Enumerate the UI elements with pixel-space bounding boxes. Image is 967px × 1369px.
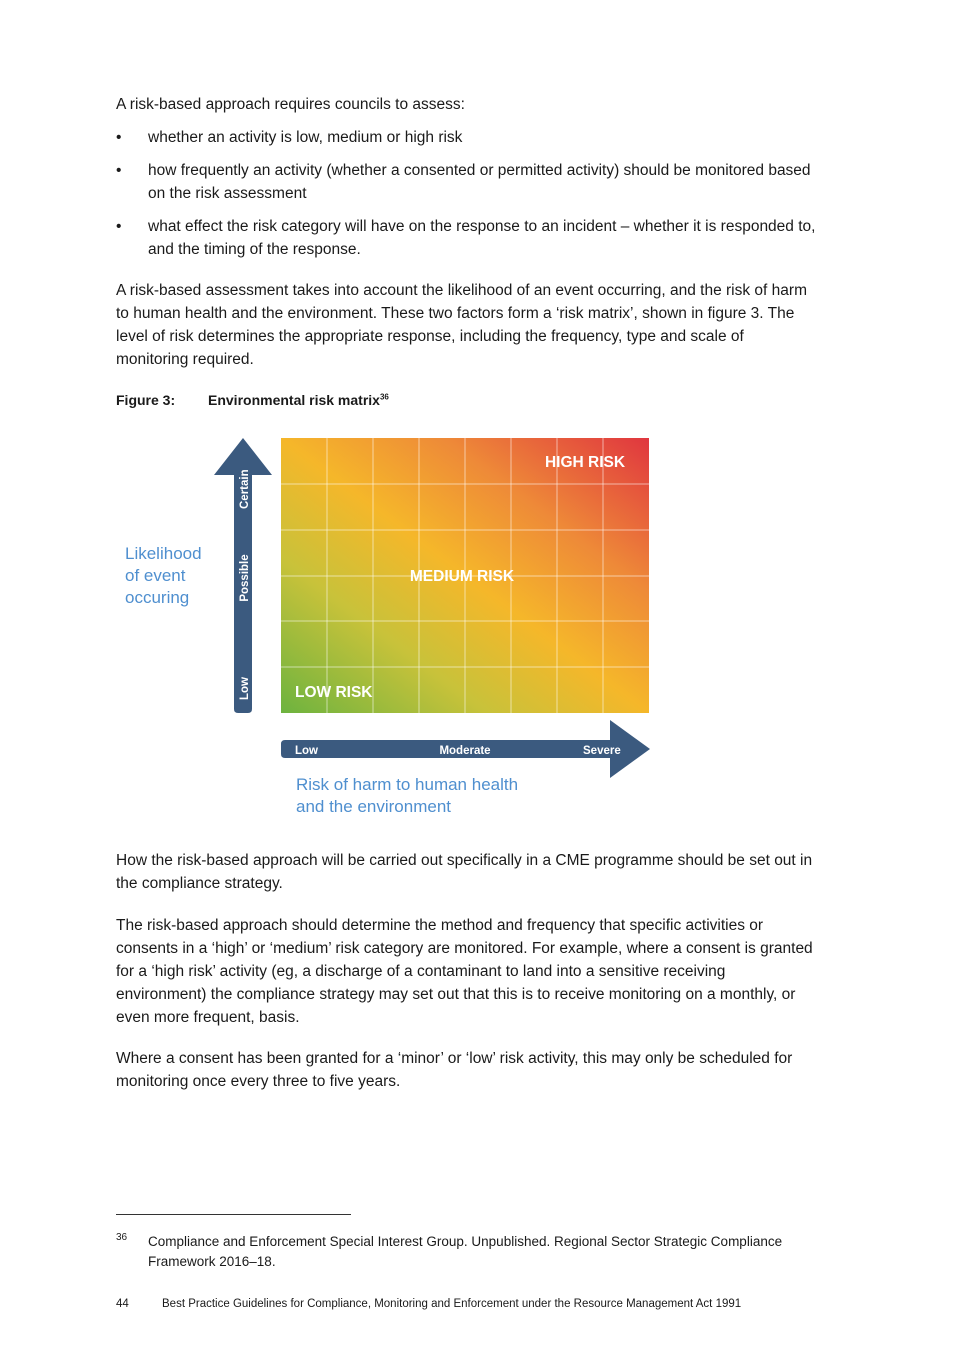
list-item: • whether an activity is low, medium or high risk	[116, 126, 816, 149]
x-axis-title-line-1: Risk of harm to human health	[296, 775, 519, 794]
low-risk-paragraph: Where a consent has been granted for a ‘minor’ or ‘low’ risk activity, this may only be scheduled for monitoring once every three to five years.	[116, 1050, 793, 1090]
x-tick-severe: Severe	[583, 745, 621, 757]
publication-title: Best Practice Guidelines for Compliance, Monitoring and Enforcement under the Resource Management Act 1991	[162, 1298, 742, 1310]
approach-paragraph: How the risk-based approach will be carried out specifically in a CME programme should be set out in the compliance strategy.	[116, 852, 813, 892]
risk-matrix-figure	[110, 430, 660, 825]
footnote-divider	[116, 1214, 351, 1215]
y-axis-title-line-1: Likelihood	[125, 544, 202, 563]
footnote-number: 36	[116, 1232, 128, 1243]
figure-number: Figure 3:	[116, 392, 176, 408]
x-axis-title-line-2: and the environment	[296, 797, 451, 816]
footnote-text: Compliance and Enforcement Special Interest Group. Unpublished. Regional Sector Strategic Compliance Framework 2016–18.	[148, 1234, 783, 1269]
intro-paragraph: A risk-based approach requires councils to assess:	[116, 96, 465, 113]
assessment-list	[116, 126, 816, 271]
list-item: • how frequently an activity (whether a consented or permitted activity) should be monitored based on the risk assessment	[116, 159, 816, 205]
y-tick-possible: Possible	[239, 554, 251, 602]
page-footer	[116, 1298, 741, 1310]
high-risk-label: HIGH RISK	[544, 454, 626, 471]
y-tick-certain: Certain	[239, 469, 251, 509]
footnote-ref: 36	[379, 392, 389, 402]
figure-caption	[116, 392, 389, 408]
y-axis-title-line-2: of event	[125, 566, 186, 585]
x-tick-low: Low	[295, 745, 318, 757]
y-axis-title-line-3: occuring	[125, 588, 190, 607]
medium-risk-label: MEDIUM RISK	[409, 568, 515, 585]
footnote	[116, 1232, 816, 1272]
monitoring-frequency-paragraph: The risk-based approach should determine the method and frequency that specific activities or consents in a ‘high’ or ‘medium’ risk category are monitored. For example, where a consent is granted for a ‘high risk’ activity (eg, a discharge of a contaminant to land into a sensitive receiving environment) the compliance strategy may set out that this is to receive monitoring on a monthly, or even more frequent, basis.	[116, 917, 813, 1026]
figure-title: Environmental risk matrix	[208, 392, 380, 408]
low-risk-label: LOW RISK	[295, 684, 373, 701]
x-tick-moderate: Moderate	[439, 745, 491, 757]
list-item: • what effect the risk category will have on the response to an incident – whether it is responded to, and the timing of the response.	[116, 215, 816, 261]
page-number: 44	[116, 1298, 129, 1310]
risk-assessment-paragraph: A risk-based assessment takes into account the likelihood of an event occurring, and the risk of harm to human health and the environment. These two factors form a ‘risk matrix’, shown in figure 3. The level of risk determines the appropriate response, including the frequency, type and scale of monitoring required.	[116, 282, 807, 368]
y-tick-low: Low	[239, 677, 251, 700]
